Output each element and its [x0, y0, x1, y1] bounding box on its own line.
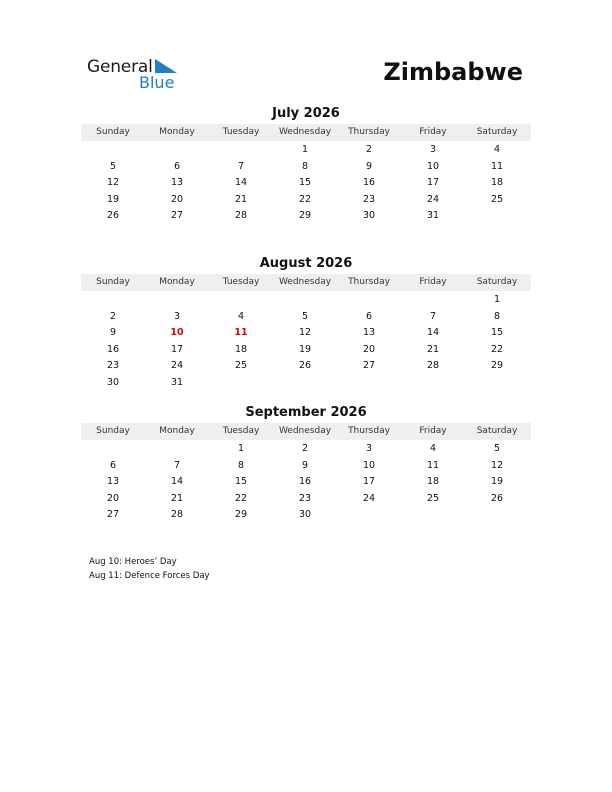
weekday-label: Sunday	[96, 426, 130, 436]
generalblue-logo	[87, 57, 187, 93]
day-cell: 28	[170, 509, 184, 520]
empty-day-cell	[209, 292, 273, 309]
holiday-note: Aug 11: Defence Forces Day	[89, 571, 210, 581]
holiday-day-cell: 10	[170, 327, 184, 338]
day-cell: 1	[237, 443, 245, 454]
empty-day-cell	[209, 142, 273, 159]
empty-day-cell	[465, 208, 529, 225]
day-cell: 9	[109, 327, 117, 338]
day-cell: 10	[426, 160, 440, 172]
day-cell: 14	[234, 177, 248, 188]
logo-text-blue: Blue	[139, 73, 175, 92]
day-cell: 27	[362, 360, 376, 371]
day-cell: 20	[362, 343, 376, 355]
holiday-note: Aug 10: Heroes’ Day	[89, 557, 177, 567]
day-cell: 24	[362, 492, 376, 504]
day-cell: 15	[234, 476, 248, 487]
day-cell: 19	[490, 476, 504, 487]
day-cell: 18	[426, 476, 440, 487]
day-cell: 18	[234, 343, 248, 355]
day-cell: 10	[362, 459, 376, 471]
day-cell: 23	[106, 360, 120, 371]
empty-day-cell	[145, 292, 209, 309]
empty-day-cell	[337, 292, 401, 309]
day-cell: 6	[109, 459, 117, 471]
day-cell: 21	[170, 492, 184, 504]
weekday-header	[81, 124, 531, 141]
day-cell: 23	[362, 193, 376, 205]
day-cell: 30	[362, 210, 376, 221]
day-cell: 2	[109, 310, 117, 322]
weekday-label: Saturday	[476, 127, 518, 137]
day-cell: 21	[234, 193, 248, 205]
day-cell: 3	[365, 443, 373, 454]
day-cell: 12	[106, 177, 120, 188]
day-cell: 24	[426, 193, 440, 205]
day-cell: 28	[426, 360, 440, 371]
day-cell: 3	[173, 310, 181, 322]
day-cell: 5	[301, 310, 309, 322]
day-cell: 8	[493, 310, 501, 322]
month-august	[81, 255, 531, 391]
day-cell: 9	[301, 459, 309, 471]
logo-triangle-icon	[155, 59, 177, 73]
day-cell: 6	[173, 160, 181, 172]
day-cell: 12	[298, 327, 312, 338]
day-cell: 8	[237, 459, 245, 471]
country-title: Zimbabwe	[383, 58, 523, 86]
day-cell: 28	[234, 210, 248, 221]
day-cell: 31	[170, 376, 184, 388]
weekday-label: Friday	[419, 127, 447, 137]
day-cell: 13	[170, 177, 184, 188]
day-cell: 22	[490, 343, 504, 355]
day-cell: 1	[493, 294, 501, 305]
month-title: August 2026	[259, 256, 353, 271]
day-cell: 23	[298, 492, 312, 504]
day-cell: 4	[429, 443, 437, 454]
weekday-label: Friday	[419, 426, 447, 436]
day-cell: 1	[301, 144, 309, 155]
weekday-label: Sunday	[96, 127, 130, 137]
day-cell: 9	[365, 160, 373, 172]
day-cell: 13	[106, 476, 120, 487]
weekday-label: Monday	[159, 277, 195, 287]
weekday-label: Tuesday	[222, 127, 260, 137]
weekday-label: Thursday	[348, 277, 390, 287]
day-cell: 24	[170, 360, 184, 371]
month-title: September 2026	[245, 405, 367, 420]
day-cell: 7	[237, 160, 245, 172]
weekday-label: Thursday	[348, 426, 390, 436]
day-cell: 17	[362, 476, 376, 487]
empty-day-cell	[401, 507, 465, 524]
holiday-notes	[89, 555, 210, 583]
weekday-label: Monday	[159, 127, 195, 137]
day-cell: 25	[490, 193, 504, 205]
day-cell: 11	[426, 459, 440, 471]
weekday-header	[81, 274, 531, 291]
day-cell: 16	[106, 343, 120, 355]
empty-day-cell	[209, 375, 273, 392]
day-cell: 16	[298, 476, 312, 487]
day-cell: 17	[170, 343, 184, 355]
day-cell: 13	[362, 327, 376, 338]
day-cell: 2	[365, 144, 373, 155]
day-cell: 12	[490, 459, 504, 471]
day-cell: 18	[490, 177, 504, 188]
day-cell: 31	[426, 210, 440, 221]
day-cell: 15	[490, 327, 504, 338]
day-cell: 20	[170, 193, 184, 205]
empty-day-cell	[401, 375, 465, 392]
weekday-label: Tuesday	[222, 426, 260, 436]
day-cell: 5	[493, 443, 501, 454]
empty-day-cell	[273, 292, 337, 309]
weekday-label: Friday	[419, 277, 447, 287]
day-grid	[81, 142, 531, 225]
empty-day-cell	[145, 142, 209, 159]
day-cell: 3	[429, 144, 437, 155]
weekday-label: Wednesday	[278, 127, 332, 137]
day-cell: 19	[106, 193, 120, 205]
empty-day-cell	[465, 375, 529, 392]
weekday-label: Wednesday	[278, 277, 332, 287]
day-cell: 8	[301, 160, 309, 172]
day-cell: 17	[426, 177, 440, 188]
day-cell: 4	[493, 144, 501, 155]
day-cell: 22	[234, 492, 248, 504]
day-cell: 30	[298, 509, 312, 520]
day-grid	[81, 292, 531, 391]
day-cell: 21	[426, 343, 440, 355]
month-title: July 2026	[272, 106, 340, 121]
weekday-label: Saturday	[476, 277, 518, 287]
empty-day-cell	[465, 507, 529, 524]
day-cell: 14	[170, 476, 184, 487]
day-cell: 7	[429, 310, 437, 322]
day-cell: 26	[106, 210, 120, 221]
day-cell: 11	[490, 160, 504, 172]
empty-day-cell	[81, 142, 145, 159]
empty-day-cell	[337, 375, 401, 392]
day-cell: 2	[301, 443, 309, 454]
weekday-label: Monday	[159, 426, 195, 436]
day-cell: 29	[298, 210, 312, 221]
day-cell: 30	[106, 376, 120, 388]
day-cell: 6	[365, 310, 373, 322]
day-grid	[81, 441, 531, 524]
day-cell: 29	[490, 360, 504, 371]
day-cell: 26	[490, 492, 504, 504]
day-cell: 22	[298, 193, 312, 205]
empty-day-cell	[81, 292, 145, 309]
weekday-header	[81, 423, 531, 440]
weekday-label: Wednesday	[278, 426, 332, 436]
day-cell: 15	[298, 177, 312, 188]
day-cell: 20	[106, 492, 120, 504]
month-september	[81, 404, 531, 524]
day-cell: 7	[173, 459, 181, 471]
day-cell: 5	[109, 160, 117, 172]
day-cell: 16	[362, 177, 376, 188]
day-cell: 25	[426, 492, 440, 504]
empty-day-cell	[337, 507, 401, 524]
weekday-label: Thursday	[348, 127, 390, 137]
day-cell: 27	[170, 210, 184, 221]
weekday-label: Tuesday	[222, 277, 260, 287]
day-cell: 14	[426, 327, 440, 338]
day-cell: 29	[234, 509, 248, 520]
day-cell: 19	[298, 343, 312, 355]
weekday-label: Saturday	[476, 426, 518, 436]
empty-day-cell	[273, 375, 337, 392]
empty-day-cell	[145, 441, 209, 458]
day-cell: 26	[298, 360, 312, 371]
day-cell: 4	[237, 310, 245, 322]
day-cell: 27	[106, 509, 120, 520]
weekday-label: Sunday	[96, 277, 130, 287]
day-cell: 25	[234, 360, 248, 371]
month-july	[81, 105, 531, 225]
empty-day-cell	[81, 441, 145, 458]
holiday-day-cell: 11	[234, 327, 248, 338]
empty-day-cell	[401, 292, 465, 309]
logo-text-general: General	[87, 57, 153, 77]
